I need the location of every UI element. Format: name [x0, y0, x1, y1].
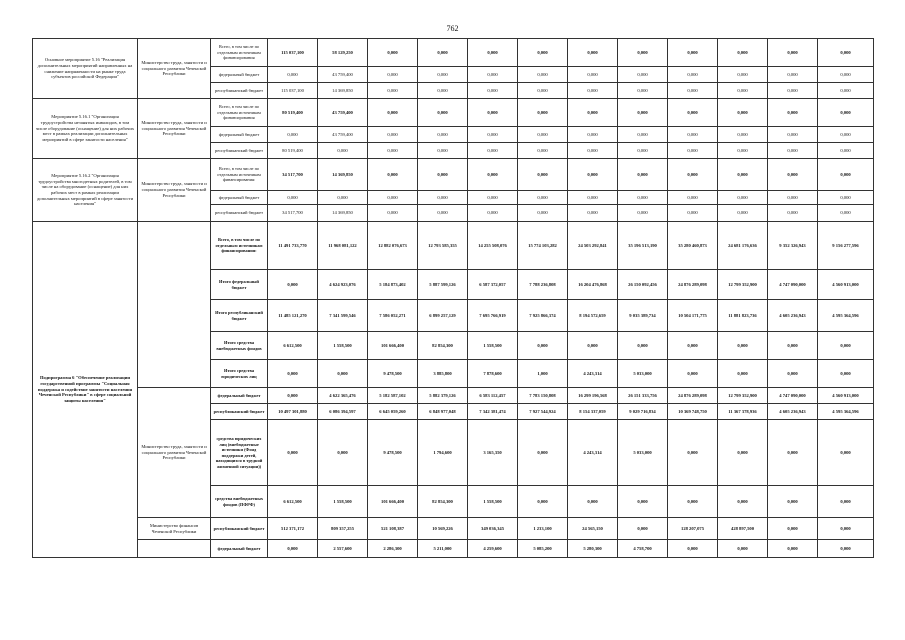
- value-cell: 5 182 587,102: [368, 388, 418, 404]
- value-cell: 7 695 766,919: [468, 300, 518, 332]
- funding-source-label: Итого средства внебюджетных фондов: [211, 332, 268, 360]
- value-cell: 0,000: [568, 99, 618, 127]
- value-cell: 0,000: [668, 83, 718, 99]
- value-cell: 82 854,300: [418, 486, 468, 518]
- value-cell: 0,000: [768, 486, 818, 518]
- value-cell: 8 154 337,059: [568, 404, 618, 420]
- value-cell: 0,000: [468, 143, 518, 159]
- value-cell: 9 029 716,834: [618, 404, 668, 420]
- value-cell: 0,000: [718, 420, 768, 486]
- funding-source-label: Итого республиканский бюджет: [211, 300, 268, 332]
- value-cell: 26 150 092,456: [618, 270, 668, 300]
- funding-source-label: средства внебюджетных фондов (ПФРФ): [211, 486, 268, 518]
- value-cell: 14 369,850: [318, 159, 368, 191]
- value-cell: 0,000: [418, 127, 468, 143]
- value-cell: 7 341 599,546: [318, 300, 368, 332]
- value-cell: 0,000: [818, 83, 874, 99]
- value-cell: 14 255 508,076: [468, 222, 518, 270]
- value-cell: 1 794,600: [418, 420, 468, 486]
- value-cell: 0,000: [668, 39, 718, 67]
- value-cell: 0,000: [768, 127, 818, 143]
- value-cell: 8 194 572,659: [568, 300, 618, 332]
- value-cell: 0,000: [718, 191, 768, 205]
- value-cell: 0,000: [618, 191, 668, 205]
- table-row: [33, 99, 874, 127]
- value-cell: 0,000: [568, 39, 618, 67]
- value-cell: 0,000: [668, 360, 718, 388]
- value-cell: 12 882 076,673: [368, 222, 418, 270]
- value-cell: 82 854,300: [418, 332, 468, 360]
- value-cell: 4 243,314: [568, 360, 618, 388]
- funding-source-label: республиканский бюджет: [211, 205, 268, 222]
- value-cell: 0,000: [618, 518, 668, 540]
- value-cell: 9 352 326,943: [768, 222, 818, 270]
- value-cell: 0,000: [518, 127, 568, 143]
- value-cell: 7 586 052,271: [368, 300, 418, 332]
- value-cell: 0,000: [568, 67, 618, 83]
- table-row: [33, 222, 874, 270]
- value-cell: 0,000: [618, 159, 668, 191]
- value-cell: 4 560 913,000: [818, 388, 874, 404]
- value-cell: 0,000: [418, 191, 468, 205]
- value-cell: 7 788 236,808: [518, 270, 568, 300]
- value-cell: 7 925 866,374: [518, 300, 568, 332]
- value-cell: 101 666,400: [368, 486, 418, 518]
- value-cell: 5 280,300: [568, 540, 618, 558]
- funding-source-label: республиканский бюджет: [211, 518, 268, 540]
- value-cell: 0,000: [568, 127, 618, 143]
- value-cell: 11 881 823,736: [718, 300, 768, 332]
- value-cell: 0,000: [368, 67, 418, 83]
- value-cell: 115 037,100: [268, 83, 318, 99]
- value-cell: 12 799 352,900: [718, 388, 768, 404]
- value-cell: 0,000: [568, 159, 618, 191]
- responsible-org-cell: Министерство труда, занятости и социального развития Чеченской Республики: [138, 159, 211, 222]
- value-cell: 5 033,000: [618, 420, 668, 486]
- value-cell: 7 342 381,474: [468, 404, 518, 420]
- value-cell: 0,000: [718, 67, 768, 83]
- value-cell: 0,000: [618, 67, 668, 83]
- value-cell: 7 927 544,924: [518, 404, 568, 420]
- value-cell: 4 758,700: [618, 540, 668, 558]
- value-cell: 4 747 090,000: [768, 270, 818, 300]
- value-cell: 0,000: [818, 191, 874, 205]
- value-cell: 0,000: [418, 205, 468, 222]
- value-cell: 4 259,600: [468, 540, 518, 558]
- value-cell: 0,000: [268, 388, 318, 404]
- value-cell: 2 286,300: [368, 540, 418, 558]
- responsible-org-cell: [138, 540, 211, 558]
- value-cell: 43 759,400: [318, 127, 368, 143]
- value-cell: 0,000: [668, 332, 718, 360]
- value-cell: 1 233,100: [518, 518, 568, 540]
- value-cell: 0,000: [568, 205, 618, 222]
- value-cell: 0,000: [318, 420, 368, 486]
- funding-source-label: федеральный бюджет: [211, 67, 268, 83]
- value-cell: 4 243,314: [568, 420, 618, 486]
- value-cell: 0,000: [268, 270, 318, 300]
- value-cell: 0,000: [818, 159, 874, 191]
- value-cell: 0,000: [768, 332, 818, 360]
- table-row: [33, 388, 874, 404]
- value-cell: 0,000: [518, 83, 568, 99]
- value-cell: 115 037,100: [268, 39, 318, 67]
- value-cell: 58 129,250: [318, 39, 368, 67]
- value-cell: 4 622 365,476: [318, 388, 368, 404]
- value-cell: 6 848 977,048: [418, 404, 468, 420]
- value-cell: 0,000: [718, 127, 768, 143]
- value-cell: 0,000: [818, 143, 874, 159]
- funding-source-label: Всего, в том числе по отдельным источникам финансирования: [211, 99, 268, 127]
- value-cell: 0,000: [668, 486, 718, 518]
- value-cell: 0,000: [518, 332, 568, 360]
- value-cell: 0,000: [668, 205, 718, 222]
- value-cell: 10 504 171,775: [668, 300, 718, 332]
- value-cell: 0,000: [668, 159, 718, 191]
- value-cell: 0,000: [518, 99, 568, 127]
- value-cell: 0,000: [468, 67, 518, 83]
- value-cell: 5 211,000: [418, 540, 468, 558]
- value-cell: 0,000: [718, 99, 768, 127]
- value-cell: 1 558,500: [468, 486, 518, 518]
- value-cell: 0,000: [718, 143, 768, 159]
- value-cell: 0,000: [418, 39, 468, 67]
- value-cell: 80 519,400: [268, 143, 318, 159]
- value-cell: 6 612,500: [268, 486, 318, 518]
- value-cell: 16 299 196,568: [568, 388, 618, 404]
- value-cell: 428 897,500: [718, 518, 768, 540]
- program-name-cell: Основное мероприятие 5.16 "Реализация дополнительных мероприятий направленных на снижение напряженности на рынке труда субъектов российской Федерации": [33, 39, 138, 99]
- value-cell: 0,000: [668, 127, 718, 143]
- value-cell: 11 491 733,770: [268, 222, 318, 270]
- value-cell: 6 899 257,129: [418, 300, 468, 332]
- value-cell: 14 369,850: [318, 83, 368, 99]
- value-cell: 4 624 923,076: [318, 270, 368, 300]
- program-name-cell: Подпрограмма 6 "Обеспечение реализации государственной программы "Социальная поддержка и содействие занятости населения Чеченской Республики" в сфере социальной защиты населения": [33, 222, 138, 558]
- value-cell: 0,000: [718, 83, 768, 99]
- value-cell: 0,000: [418, 159, 468, 191]
- value-cell: 24 565,150: [568, 518, 618, 540]
- program-name-cell: Мероприятие 5.16.2 "Организация трудоустройства многодетных родителей, в том числе на оборудование (оснащение) для них рабочих мест в рамках реализации дополнительных мероприятий в сфере занятости населения": [33, 159, 138, 222]
- funding-source-label: федеральный бюджет: [211, 388, 268, 404]
- value-cell: 0,000: [468, 159, 518, 191]
- value-cell: 0,000: [568, 486, 618, 518]
- value-cell: 0,000: [418, 99, 468, 127]
- value-cell: 9 478,500: [368, 420, 418, 486]
- value-cell: 11 367 378,936: [718, 404, 768, 420]
- budget-table: [32, 38, 874, 558]
- value-cell: 0,000: [768, 83, 818, 99]
- table-row: [33, 540, 874, 558]
- value-cell: 6 587 372,057: [468, 270, 518, 300]
- value-cell: 4 595 364,596: [818, 404, 874, 420]
- value-cell: 0,000: [568, 191, 618, 205]
- value-cell: 0,000: [468, 127, 518, 143]
- value-cell: 1 558,500: [318, 486, 368, 518]
- value-cell: 0,000: [368, 191, 418, 205]
- value-cell: 5 033,000: [618, 360, 668, 388]
- funding-source-label: федеральный бюджет: [211, 540, 268, 558]
- value-cell: 3 165,350: [468, 420, 518, 486]
- value-cell: 6 612,500: [268, 332, 318, 360]
- responsible-org-cell: Министерство финансов Чеченской Республики: [138, 518, 211, 540]
- value-cell: 4 560 913,000: [818, 270, 874, 300]
- value-cell: 1,000: [518, 360, 568, 388]
- value-cell: 0,000: [768, 420, 818, 486]
- value-cell: 0,000: [268, 540, 318, 558]
- value-cell: 0,000: [618, 205, 668, 222]
- value-cell: 6 583 112,457: [468, 388, 518, 404]
- value-cell: 0,000: [368, 127, 418, 143]
- value-cell: 0,000: [318, 360, 368, 388]
- value-cell: 80 519,400: [268, 99, 318, 127]
- value-cell: 0,000: [468, 99, 518, 127]
- value-cell: 0,000: [518, 39, 568, 67]
- value-cell: 0,000: [518, 420, 568, 486]
- value-cell: 11 485 121,270: [268, 300, 318, 332]
- value-cell: 0,000: [468, 191, 518, 205]
- value-cell: 0,000: [818, 332, 874, 360]
- value-cell: 0,000: [768, 143, 818, 159]
- value-cell: 34 517,700: [268, 159, 318, 191]
- value-cell: 0,000: [768, 39, 818, 67]
- value-cell: 0,000: [768, 191, 818, 205]
- value-cell: 0,000: [268, 127, 318, 143]
- value-cell: 0,000: [618, 332, 668, 360]
- value-cell: 35 196 513,190: [618, 222, 668, 270]
- value-cell: 0,000: [768, 159, 818, 191]
- table-row: [33, 159, 874, 191]
- value-cell: 10 569,226: [418, 518, 468, 540]
- value-cell: 1 558,500: [318, 332, 368, 360]
- value-cell: 0,000: [268, 360, 318, 388]
- value-cell: 0,000: [668, 143, 718, 159]
- value-cell: 0,000: [618, 127, 668, 143]
- value-cell: 0,000: [468, 39, 518, 67]
- value-cell: 0,000: [518, 143, 568, 159]
- value-cell: 0,000: [818, 99, 874, 127]
- value-cell: 0,000: [568, 332, 618, 360]
- value-cell: 24 876 289,098: [668, 388, 718, 404]
- funding-source-label: Итого федеральный бюджет: [211, 270, 268, 300]
- value-cell: 4 605 236,943: [768, 300, 818, 332]
- value-cell: 0,000: [718, 332, 768, 360]
- value-cell: 0,000: [618, 486, 668, 518]
- value-cell: 26 151 333,756: [618, 388, 668, 404]
- funding-source-label: Итого средства юридических лиц: [211, 360, 268, 388]
- value-cell: 0,000: [668, 420, 718, 486]
- funding-source-label: федеральный бюджет: [211, 191, 268, 205]
- value-cell: 0,000: [818, 360, 874, 388]
- value-cell: 0,000: [618, 143, 668, 159]
- value-cell: 0,000: [368, 205, 418, 222]
- value-cell: 0,000: [818, 39, 874, 67]
- value-cell: 0,000: [818, 540, 874, 558]
- value-cell: 0,000: [768, 99, 818, 127]
- value-cell: 4 747 090,000: [768, 388, 818, 404]
- value-cell: 4 595 364,596: [818, 300, 874, 332]
- value-cell: 0,000: [368, 159, 418, 191]
- value-cell: 512 371,172: [268, 518, 318, 540]
- funding-source-label: республиканский бюджет: [211, 83, 268, 99]
- value-cell: 0,000: [518, 205, 568, 222]
- value-cell: 12 793 585,355: [418, 222, 468, 270]
- value-cell: 43 759,400: [318, 67, 368, 83]
- value-cell: 0,000: [668, 540, 718, 558]
- value-cell: 0,000: [718, 205, 768, 222]
- value-cell: 0,000: [568, 143, 618, 159]
- value-cell: 11 968 081,122: [318, 222, 368, 270]
- value-cell: 9 156 277,596: [818, 222, 874, 270]
- value-cell: 0,000: [418, 67, 468, 83]
- page-number: 762: [446, 24, 459, 33]
- value-cell: 0,000: [768, 518, 818, 540]
- value-cell: 15 774 103,282: [518, 222, 568, 270]
- table-row: [33, 39, 874, 67]
- value-cell: 0,000: [318, 191, 368, 205]
- value-cell: 0,000: [268, 191, 318, 205]
- funding-source-label: Всего, в том числе по отдельным источникам финансирования:: [211, 159, 268, 191]
- value-cell: 2 557,600: [318, 540, 368, 558]
- value-cell: 24 681 176,636: [718, 222, 768, 270]
- value-cell: 0,000: [368, 143, 418, 159]
- value-cell: 0,000: [818, 420, 874, 486]
- value-cell: 0,000: [718, 486, 768, 518]
- value-cell: 24 876 289,098: [668, 270, 718, 300]
- value-cell: 0,000: [618, 39, 668, 67]
- value-cell: 1 558,500: [468, 332, 518, 360]
- value-cell: 0,000: [768, 360, 818, 388]
- value-cell: 0,000: [518, 67, 568, 83]
- table-row: [33, 518, 874, 540]
- value-cell: 0,000: [768, 67, 818, 83]
- value-cell: 7 783 150,808: [518, 388, 568, 404]
- value-cell: 0,000: [768, 205, 818, 222]
- value-cell: 5 184 873,402: [368, 270, 418, 300]
- value-cell: 4 605 236,943: [768, 404, 818, 420]
- table-body: [33, 39, 874, 558]
- value-cell: 0,000: [718, 159, 768, 191]
- value-cell: 0,000: [518, 486, 568, 518]
- funding-source-label: Всего, в том числе по отдельным источникам финансирования: [211, 39, 268, 67]
- value-cell: 5 882 379,126: [418, 388, 468, 404]
- value-cell: 3 885,800: [418, 360, 468, 388]
- value-cell: 0,000: [368, 83, 418, 99]
- value-cell: 128 207,075: [668, 518, 718, 540]
- value-cell: 34 517,700: [268, 205, 318, 222]
- value-cell: 0,000: [568, 83, 618, 99]
- value-cell: 0,000: [768, 540, 818, 558]
- value-cell: 24 503 292,841: [568, 222, 618, 270]
- value-cell: 6 086 394,597: [318, 404, 368, 420]
- value-cell: 0,000: [718, 360, 768, 388]
- program-name-cell: Мероприятие 5.16.1 "Организация трудоустройства незанятых инвалидов, в том числе оборудование (оснащение) для них рабочих мест в рамках реализации дополнительных мероприятий в сфере занятости населения": [33, 99, 138, 159]
- value-cell: 0,000: [818, 127, 874, 143]
- budget-table-sheet: [32, 38, 873, 558]
- value-cell: 0,000: [418, 143, 468, 159]
- value-cell: 0,000: [368, 99, 418, 127]
- value-cell: 0,000: [518, 191, 568, 205]
- funding-source-label: Всего, в том числе по отдельным источникам финансирования:: [211, 222, 268, 270]
- funding-source-label: средства юридических лиц (внебюджетные источники (Фонд поддержки детей, находящихся в трудной жизненной ситуации)): [211, 420, 268, 486]
- value-cell: 0,000: [818, 518, 874, 540]
- responsible-org-cell: [138, 222, 211, 388]
- value-cell: 521 108,387: [368, 518, 418, 540]
- value-cell: 349 036,345: [468, 518, 518, 540]
- value-cell: 0,000: [268, 67, 318, 83]
- value-cell: 35 280 460,873: [668, 222, 718, 270]
- value-cell: 0,000: [418, 83, 468, 99]
- value-cell: 0,000: [468, 205, 518, 222]
- value-cell: 43 759,400: [318, 99, 368, 127]
- value-cell: 0,000: [668, 67, 718, 83]
- funding-source-label: республиканский бюджет: [211, 143, 268, 159]
- value-cell: 7 878,600: [468, 360, 518, 388]
- value-cell: 0,000: [268, 420, 318, 486]
- value-cell: 10 497 301,880: [268, 404, 318, 420]
- value-cell: 10 369 748,750: [668, 404, 718, 420]
- value-cell: 14 369,850: [318, 205, 368, 222]
- value-cell: 12 799 352,900: [718, 270, 768, 300]
- responsible-org-cell: Министерство труда, занятости и социального развития Чеченской Республики: [138, 388, 211, 518]
- value-cell: 5 887 599,126: [418, 270, 468, 300]
- value-cell: 0,000: [818, 205, 874, 222]
- value-cell: 0,000: [318, 143, 368, 159]
- value-cell: 9 478,500: [368, 360, 418, 388]
- value-cell: 0,000: [618, 99, 668, 127]
- value-cell: 0,000: [668, 99, 718, 127]
- responsible-org-cell: Министерство труда, занятости и социального развития Чеченской Республики: [138, 99, 211, 159]
- funding-source-label: федеральный бюджет: [211, 127, 268, 143]
- value-cell: 101 666,400: [368, 332, 418, 360]
- funding-source-label: республиканский бюджет: [211, 404, 268, 420]
- value-cell: 0,000: [468, 83, 518, 99]
- value-cell: 0,000: [618, 83, 668, 99]
- value-cell: 6 645 059,260: [368, 404, 418, 420]
- value-cell: 9 035 389,734: [618, 300, 668, 332]
- value-cell: 809 357,255: [318, 518, 368, 540]
- value-cell: 0,000: [368, 39, 418, 67]
- value-cell: 16 204 476,868: [568, 270, 618, 300]
- value-cell: 5 085,200: [518, 540, 568, 558]
- value-cell: 0,000: [668, 191, 718, 205]
- value-cell: 0,000: [818, 67, 874, 83]
- value-cell: 0,000: [718, 39, 768, 67]
- value-cell: 0,000: [818, 486, 874, 518]
- value-cell: 0,000: [718, 540, 768, 558]
- value-cell: 0,000: [518, 159, 568, 191]
- responsible-org-cell: Министерство труда, занятости и социального развития Чеченской Республики: [138, 39, 211, 99]
